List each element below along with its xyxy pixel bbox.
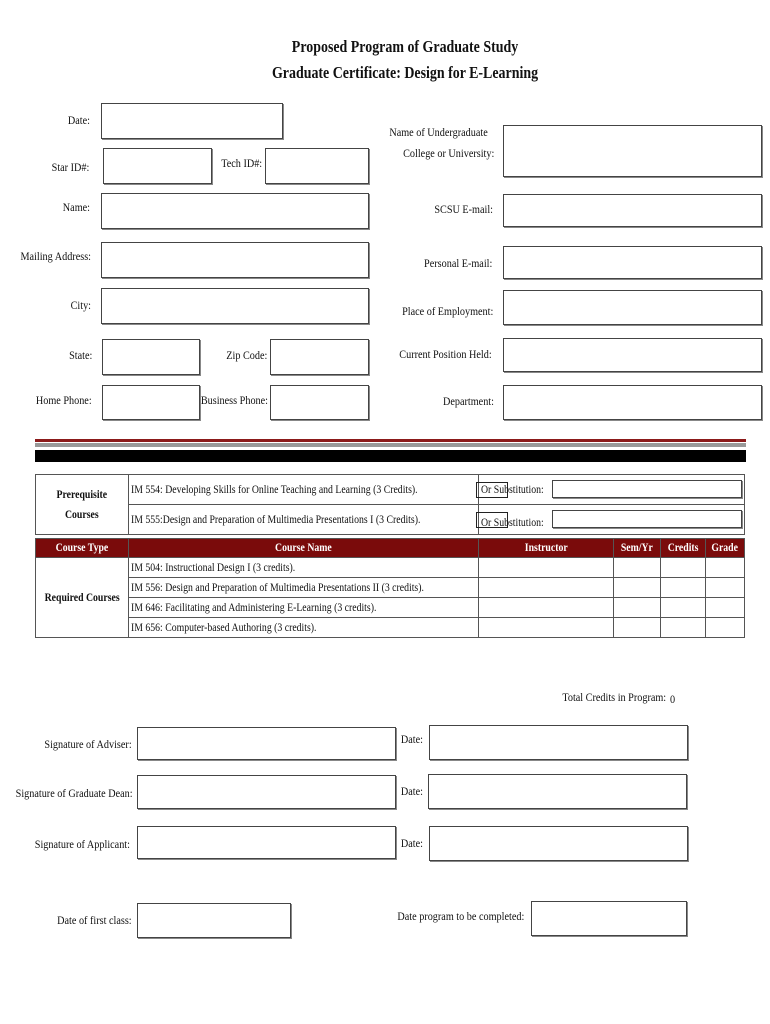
prereq-course-1 bbox=[128, 475, 478, 505]
form-title-line2: Graduate Certificate: Design for E-Learning bbox=[271, 63, 539, 82]
home-phone-label: Home Phone: bbox=[36, 393, 92, 407]
form-title-line1: Proposed Program of Graduate Study bbox=[291, 37, 519, 56]
dean-signature-label: Signature of Graduate Dean: bbox=[16, 786, 133, 800]
applicant-date-field[interactable] bbox=[429, 826, 688, 861]
table-row bbox=[36, 618, 745, 638]
instructor-cell[interactable] bbox=[479, 578, 614, 598]
prereq-table bbox=[35, 474, 745, 535]
courses-table bbox=[35, 538, 745, 638]
employment-field[interactable] bbox=[503, 290, 762, 325]
undergrad-label-line1: Name of Undergraduate bbox=[389, 125, 488, 139]
prereq-sub-1-label: Or Substitution: bbox=[480, 483, 544, 496]
sem-yr-cell[interactable] bbox=[614, 558, 661, 578]
applicant-date-label: Date: bbox=[400, 836, 423, 850]
employment-label: Place of Employment: bbox=[401, 304, 493, 318]
courses-header-row bbox=[36, 539, 745, 558]
sem-yr-cell[interactable] bbox=[614, 618, 661, 638]
table-row bbox=[36, 578, 745, 598]
name-field[interactable] bbox=[101, 193, 369, 229]
scsu-email-label: SCSU E-mail: bbox=[434, 202, 493, 216]
dean-date-label: Date: bbox=[400, 784, 423, 798]
prereq-sub-2-field[interactable] bbox=[552, 510, 742, 528]
prereq-course-2-checkbox[interactable] bbox=[476, 512, 479, 528]
applicant-signature-field[interactable] bbox=[137, 826, 396, 859]
prereq-label-line2: Courses bbox=[65, 508, 99, 521]
sem-yr-cell[interactable] bbox=[614, 598, 661, 618]
position-field[interactable] bbox=[503, 338, 762, 372]
dean-date-field[interactable] bbox=[428, 774, 687, 809]
course-name-cell: IM 504: Instructional Design I (3 credits). bbox=[129, 558, 479, 578]
divider-black bbox=[35, 450, 746, 462]
credits-cell[interactable] bbox=[661, 558, 706, 578]
adviser-signature-field[interactable] bbox=[137, 727, 396, 760]
grade-cell[interactable] bbox=[706, 598, 745, 618]
personal-email-label: Personal E-mail: bbox=[423, 256, 492, 270]
scsu-email-field[interactable] bbox=[503, 194, 762, 227]
credits-cell[interactable] bbox=[661, 578, 706, 598]
home-phone-field[interactable] bbox=[102, 385, 200, 420]
header-course-type: Course Type bbox=[36, 539, 129, 558]
zip-label: Zip Code: bbox=[225, 348, 267, 362]
table-row bbox=[36, 558, 745, 578]
prereq-label bbox=[36, 475, 129, 535]
header-credits: Credits bbox=[661, 539, 706, 558]
undergrad-college-field[interactable] bbox=[503, 125, 762, 177]
first-class-field[interactable] bbox=[137, 903, 291, 938]
table-row bbox=[36, 598, 745, 618]
dean-signature-field[interactable] bbox=[137, 775, 396, 809]
business-phone-label: Business Phone: bbox=[200, 393, 268, 407]
tech-id-field[interactable] bbox=[265, 148, 369, 184]
instructor-cell[interactable] bbox=[479, 598, 614, 618]
prereq-course-1-checkbox[interactable] bbox=[476, 482, 479, 498]
course-name-cell: IM 556: Design and Preparation of Multimedia Presentations II (3 credits). bbox=[129, 578, 479, 598]
mailing-address-field[interactable] bbox=[101, 242, 369, 278]
city-label: City: bbox=[70, 298, 91, 312]
completion-date-field[interactable] bbox=[531, 901, 687, 936]
grade-cell[interactable] bbox=[706, 558, 745, 578]
adviser-date-label: Date: bbox=[400, 732, 423, 746]
date-field[interactable] bbox=[101, 103, 283, 139]
sem-yr-cell[interactable] bbox=[614, 578, 661, 598]
instructor-cell[interactable] bbox=[479, 558, 614, 578]
divider-gray bbox=[35, 443, 746, 447]
required-courses-label: Required Courses bbox=[36, 558, 129, 638]
prereq-sub-1-field[interactable] bbox=[552, 480, 742, 498]
prereq-course-2-text: IM 555:Design and Preparation of Multimedia Presentations I (3 Credits). bbox=[130, 513, 421, 526]
header-instructor: Instructor bbox=[479, 539, 614, 558]
instructor-cell[interactable] bbox=[479, 618, 614, 638]
prereq-sub-2-label: Or Substitution: bbox=[480, 516, 544, 529]
course-name-cell: IM 646: Facilitating and Administering E-Learning (3 credits). bbox=[129, 598, 479, 618]
total-credits-value: 0 bbox=[670, 692, 676, 706]
applicant-signature-label: Signature of Applicant: bbox=[34, 837, 130, 851]
course-name-cell: IM 656: Computer-based Authoring (3 credits). bbox=[129, 618, 479, 638]
credits-cell[interactable] bbox=[661, 618, 706, 638]
prereq-label-line1: Prerequisite bbox=[56, 488, 108, 501]
star-id-label: Star ID#: bbox=[51, 160, 89, 174]
name-label: Name: bbox=[62, 200, 90, 214]
credits-cell[interactable] bbox=[661, 598, 706, 618]
tech-id-label: Tech ID#: bbox=[221, 156, 262, 170]
prereq-course-1-text: IM 554: Developing Skills for Online Teaching and Learning (3 Credits). bbox=[130, 483, 418, 496]
city-field[interactable] bbox=[101, 288, 369, 324]
position-label: Current Position Held: bbox=[399, 347, 492, 361]
department-field[interactable] bbox=[503, 385, 762, 420]
business-phone-field[interactable] bbox=[270, 385, 369, 420]
adviser-date-field[interactable] bbox=[429, 725, 688, 760]
first-class-label: Date of first class: bbox=[57, 913, 132, 927]
prereq-course-2 bbox=[128, 505, 478, 535]
header-grade: Grade bbox=[706, 539, 745, 558]
header-sem-yr: Sem/Yr bbox=[614, 539, 661, 558]
prereq-sub-2-cell bbox=[478, 505, 744, 535]
divider-red bbox=[35, 439, 746, 442]
state-field[interactable] bbox=[102, 339, 200, 375]
total-credits-label: Total Credits in Program: bbox=[562, 690, 666, 704]
mailing-address-label: Mailing Address: bbox=[20, 249, 91, 263]
grade-cell[interactable] bbox=[706, 618, 745, 638]
personal-email-field[interactable] bbox=[503, 246, 762, 279]
zip-field[interactable] bbox=[270, 339, 369, 375]
state-label: State: bbox=[68, 348, 92, 362]
prereq-sub-1-cell bbox=[478, 475, 744, 505]
date-label: Date: bbox=[67, 113, 90, 127]
completion-date-label: Date program to be completed: bbox=[397, 909, 524, 923]
header-course-name: Course Name bbox=[129, 539, 479, 558]
star-id-field[interactable] bbox=[103, 148, 212, 184]
department-label: Department: bbox=[443, 394, 494, 408]
adviser-signature-label: Signature of Adviser: bbox=[44, 737, 132, 751]
undergrad-label-line2: College or University: bbox=[402, 146, 494, 160]
grade-cell[interactable] bbox=[706, 578, 745, 598]
